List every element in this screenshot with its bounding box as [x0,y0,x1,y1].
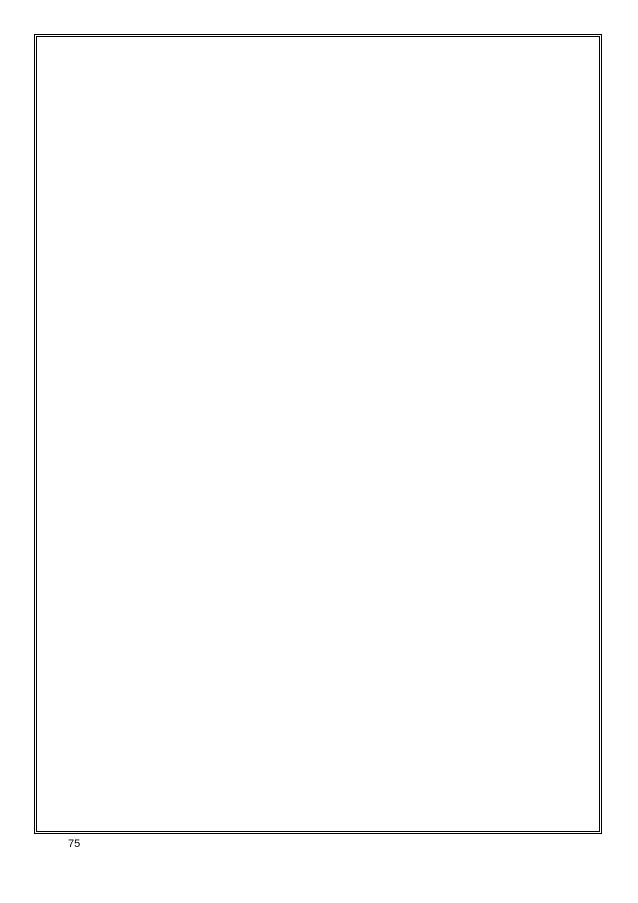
text-line [50,385,588,415]
text-line [50,355,588,385]
text-line [50,149,588,179]
text-line [50,414,588,444]
text-line [50,296,588,326]
body-text [50,60,588,798]
text-line [50,119,588,149]
text-line [50,444,588,474]
page-number: 75 [68,838,81,850]
text-line [50,503,588,533]
text-line [50,621,588,651]
text-line [50,178,588,208]
text-line [50,591,588,621]
text-line [50,650,588,680]
text-line [50,326,588,356]
text-line [50,532,588,562]
text-line [50,208,588,238]
text-line [50,562,588,592]
text-line [50,680,588,710]
text-line [50,60,588,90]
text-line [50,90,588,120]
text-line [50,739,588,769]
text-line [50,709,588,739]
text-line [50,267,588,297]
text-line [50,473,588,503]
text-line [50,768,588,798]
text-line [50,237,588,267]
